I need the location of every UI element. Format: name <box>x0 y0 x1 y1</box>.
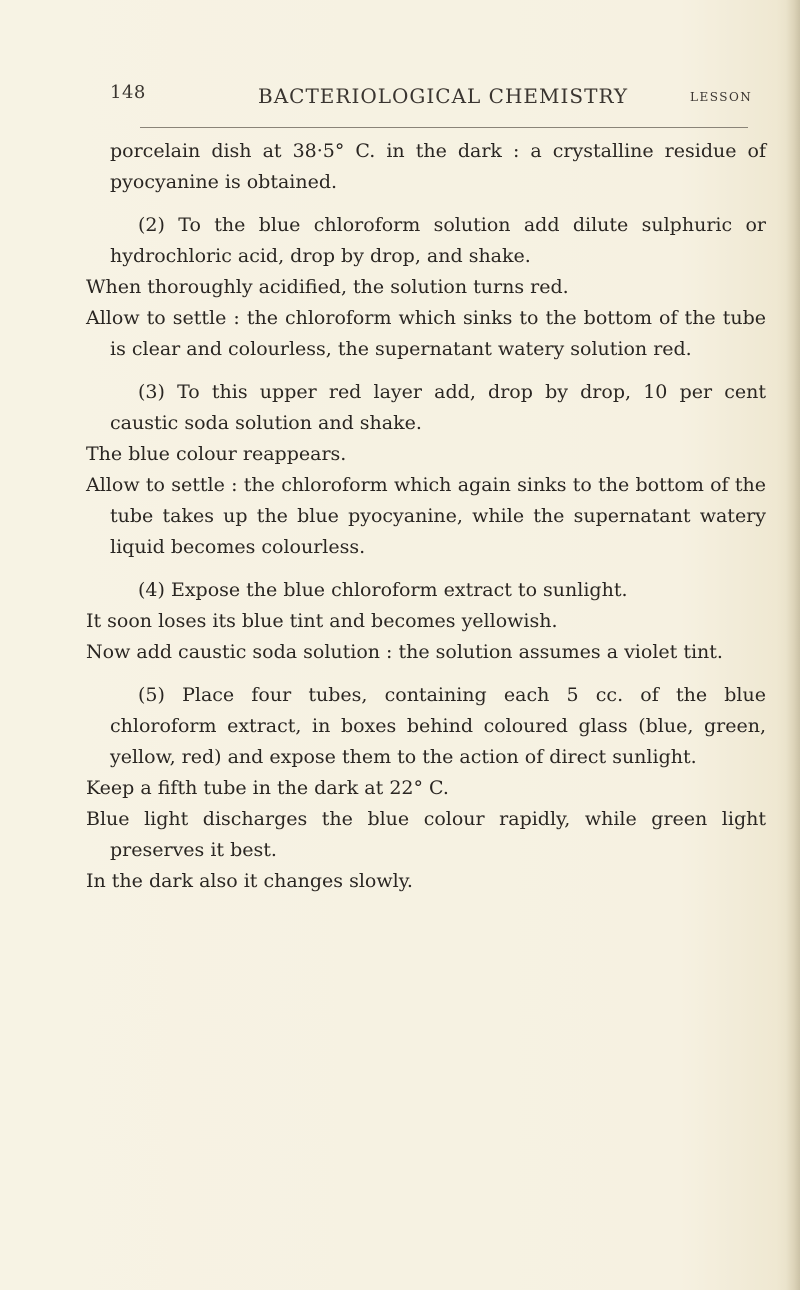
running-lesson: LESSON <box>690 90 753 104</box>
paragraph-acidified: When thoroughly acidified, the solution turns red. <box>86 276 569 298</box>
body-text <box>86 136 766 897</box>
paragraph-violet: Now add caustic soda solution : the solution assumes a violet tint. <box>86 641 723 663</box>
paragraph-settle-2: Allow to settle : the chloroform which again sinks to the bottom of the tube takes up the blue pyocyanine, while the supernatant watery liquid becomes colourless. <box>86 474 766 558</box>
paragraph-settle-1: Allow to settle : the chloroform which sinks to the bottom of the tube is clear and colourless, the supernatant watery solution red. <box>86 307 766 360</box>
paragraph-fifth-tube: Keep a fifth tube in the dark at 22° C. <box>86 777 449 799</box>
running-header <box>110 82 770 112</box>
running-title: BACTERIOLOGICAL CHEMISTRY <box>258 84 629 108</box>
paragraph-step-4: (4) Expose the blue chloroform extract to sunlight. <box>138 579 628 601</box>
paragraph-step-2: (2) To the blue chloroform solution add dilute sulphuric or hydrochloric acid, drop by drop, and shake. <box>110 214 766 267</box>
paragraph-yellowish: It soon loses its blue tint and becomes yellowish. <box>86 610 558 632</box>
page-number: 148 <box>110 82 146 103</box>
paragraph-dark: In the dark also it changes slowly. <box>86 870 413 892</box>
paragraph-step-3: (3) To this upper red layer add, drop by drop, 10 per cent caustic soda solution and shake. <box>110 381 766 434</box>
paragraph-blue-light: Blue light discharges the blue colour rapidly, while green light preserves it best. <box>86 808 766 861</box>
page-edge-shadow <box>786 0 800 1290</box>
paragraph-reappears: The blue colour reappears. <box>86 443 347 465</box>
paragraph-step-5: (5) Place four tubes, containing each 5 cc. of the blue chloroform extract, in boxes behind coloured glass (blue, green, yellow, red) and expose them to the action of direct sunlight. <box>110 684 766 768</box>
header-rule <box>140 127 748 128</box>
paragraph-1: porcelain dish at 38·5° C. in the dark : a crystalline residue of pyocyanine is obtained. <box>110 140 766 193</box>
